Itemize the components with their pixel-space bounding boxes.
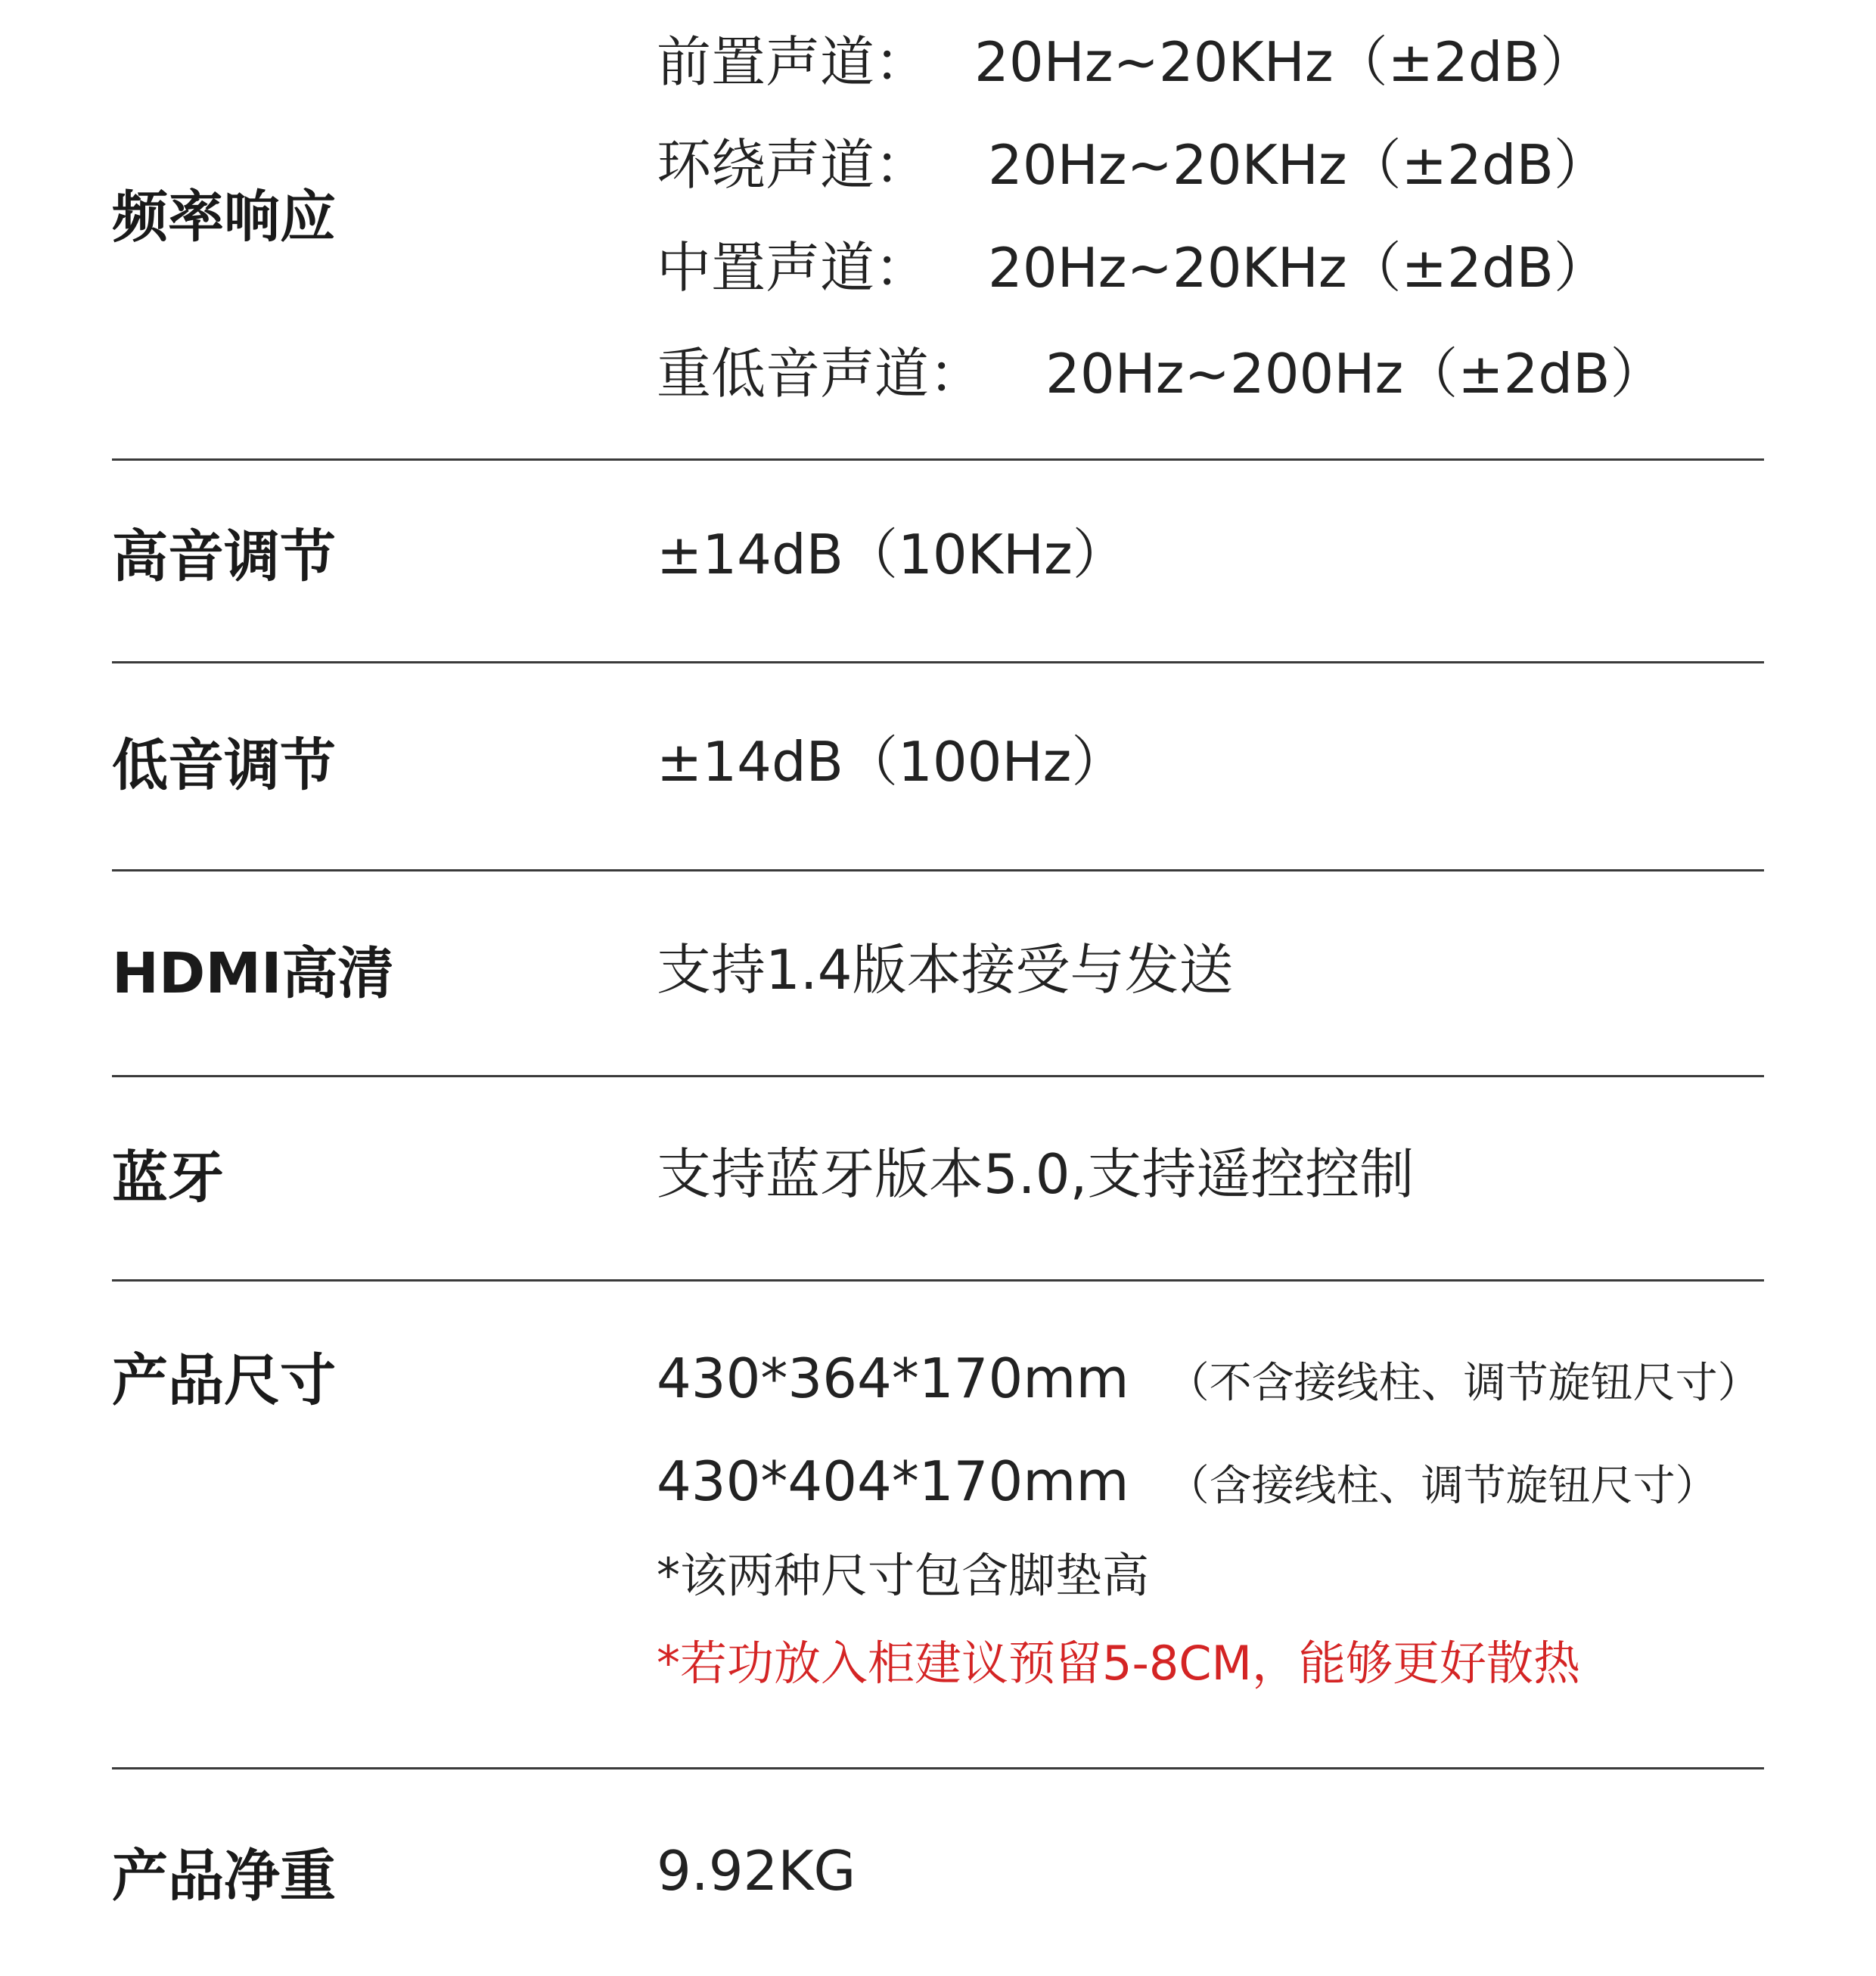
spec-label-size: 产品尺寸 <box>112 1348 336 1413</box>
spec-value-treble: ±14dB（10KHz） <box>657 523 1127 586</box>
channel-surround <box>657 133 1608 197</box>
channel-front <box>657 30 1595 94</box>
channel-name: 环绕声道： <box>657 133 930 197</box>
spec-label-bass: 低音调节 <box>112 733 336 798</box>
channel-value: 20Hz~20KHz（±2dB） <box>988 133 1608 197</box>
channel-subwoofer <box>657 342 1665 405</box>
channel-value: 20Hz~20KHz（±2dB） <box>974 30 1595 94</box>
spec-row-hdmi <box>112 869 1764 1075</box>
spec-row-size <box>112 1279 1764 1767</box>
channel-value: 20Hz~200Hz（±2dB） <box>1045 342 1665 405</box>
spec-row-weight <box>112 1767 1764 1976</box>
spec-row-bass <box>112 661 1764 869</box>
spec-row-treble <box>112 458 1764 661</box>
spec-row-frequency-response <box>112 0 1764 458</box>
spec-table <box>112 0 1764 1976</box>
channel-center <box>657 236 1608 300</box>
size-note: （不含接线柱、调节旋钮尺寸） <box>1166 1359 1760 1408</box>
size-note: （含接线柱、调节旋钮尺寸） <box>1166 1462 1718 1511</box>
spec-label-treble: 高音调节 <box>112 524 336 589</box>
spec-row-bluetooth <box>112 1075 1764 1279</box>
spec-label-hdmi: HDMI高清 <box>112 941 394 1006</box>
size-line-with-terminals <box>657 1449 1718 1513</box>
size-value: 430*364*170mm <box>657 1347 1129 1410</box>
size-warning: *若功放入柜建议预留5-8CM，能够更好散热 <box>657 1636 1581 1691</box>
channel-value: 20Hz~20KHz（±2dB） <box>988 236 1608 300</box>
spec-label-bluetooth: 蓝牙 <box>112 1145 224 1210</box>
spec-value-bass: ±14dB（100Hz） <box>657 730 1126 794</box>
spec-value-hdmi: 支持1.4版本接受与发送 <box>657 938 1234 1002</box>
size-footnote: *该两种尺寸包含脚垫高 <box>657 1548 1150 1603</box>
channel-name: 前置声道： <box>657 30 930 94</box>
spec-value-bluetooth: 支持蓝牙版本5.0,支持遥控控制 <box>657 1142 1415 1206</box>
size-line-without-terminals <box>657 1347 1760 1410</box>
channel-name: 重低音声道： <box>657 342 984 405</box>
spec-value-weight: 9.92KG <box>657 1839 856 1903</box>
channel-name: 中置声道： <box>657 236 930 300</box>
spec-label-frequency-response: 频率响应 <box>112 185 336 250</box>
spec-label-weight: 产品净重 <box>112 1844 336 1909</box>
size-value: 430*404*170mm <box>657 1449 1129 1513</box>
